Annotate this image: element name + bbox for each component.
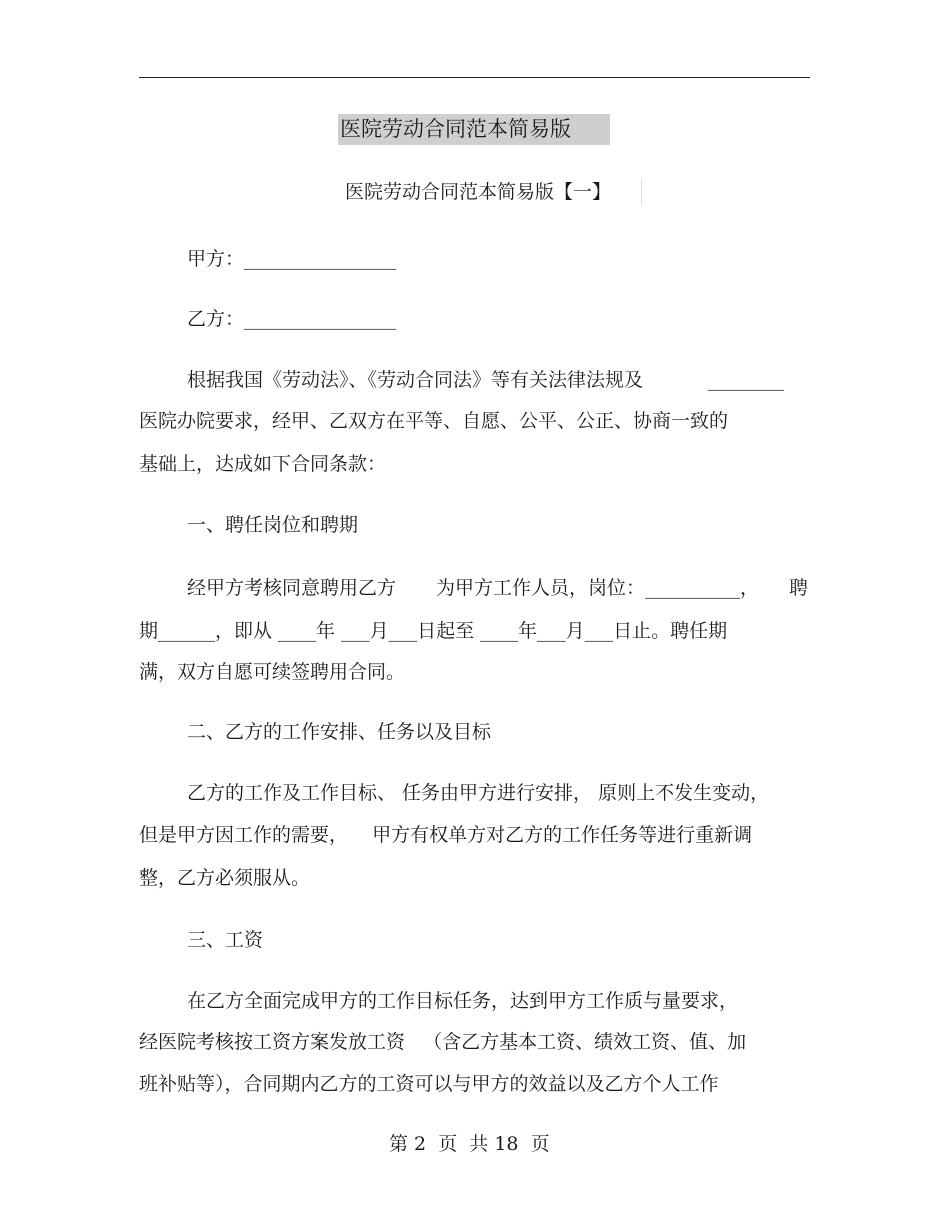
section-2-heading: 二、乙方的工作安排、任务以及目标 (187, 721, 492, 743)
section-3-line-1: 在乙方全面完成甲方的工作目标任务，达到甲方工作质与量要求， (187, 990, 739, 1012)
document-subtitle: 医院劳动合同范本简易版【一】 (345, 178, 642, 206)
intro-line-1 (187, 367, 643, 393)
header-rule (139, 77, 810, 78)
intro-line-2: 医院办院要求，经甲、乙双方在平等、自愿、公平、公正、协商一致的 (139, 410, 729, 432)
party-b-blank: ________________ (244, 308, 397, 330)
intro-blank: ________ (708, 369, 784, 391)
section-1-line-2: 期______，即从 ____年 ___月___日起至 ____年___月___日止。聘任期 (139, 620, 728, 642)
party-a-label: 甲方： (187, 248, 245, 270)
section-1-line-3: 满，双方自愿可续签聘用合同。 (139, 661, 406, 683)
intro-text-1: 根据我国《劳动法》、《劳动合同法》等有关法律法规及 (187, 369, 644, 391)
section-3-heading: 三、工资 (187, 929, 264, 951)
intro-line-3: 基础上，达成如下合同条款： (139, 453, 387, 475)
section-1-heading: 一、聘任岗位和聘期 (187, 514, 359, 536)
section-1-line-1b: 为甲方工作人员，岗位：__________， (436, 577, 760, 599)
party-b-label: 乙方： (187, 308, 245, 330)
section-2-line-2: 但是甲方因工作的需要， 甲方有权单方对乙方的工作任务等进行重新调 (139, 824, 753, 846)
section-1-line-1c: 聘 (789, 577, 809, 599)
page-footer: 第 2 页 共 18 页 (389, 1133, 550, 1155)
section-3-line-3: 班补贴等），合同期内乙方的工资可以与甲方的效益以及乙方个人工作 (139, 1073, 719, 1095)
section-1-line-1a: 经甲方考核同意聘用乙方 (187, 577, 397, 599)
party-a-line (187, 246, 396, 272)
section-2-line-1: 乙方的工作及工作目标、 任务由甲方进行安排， 原则上不发生变动， (187, 782, 770, 804)
party-b-line (187, 306, 396, 332)
section-3-line-2: 经医院考核按工资方案发放工资 （含乙方基本工资、绩效工资、值、加 (139, 1031, 747, 1053)
document-title: 医院劳动合同范本简易版 (338, 114, 610, 145)
party-a-blank: ________________ (244, 248, 397, 270)
section-2-line-3: 整，乙方必须服从。 (139, 867, 311, 889)
